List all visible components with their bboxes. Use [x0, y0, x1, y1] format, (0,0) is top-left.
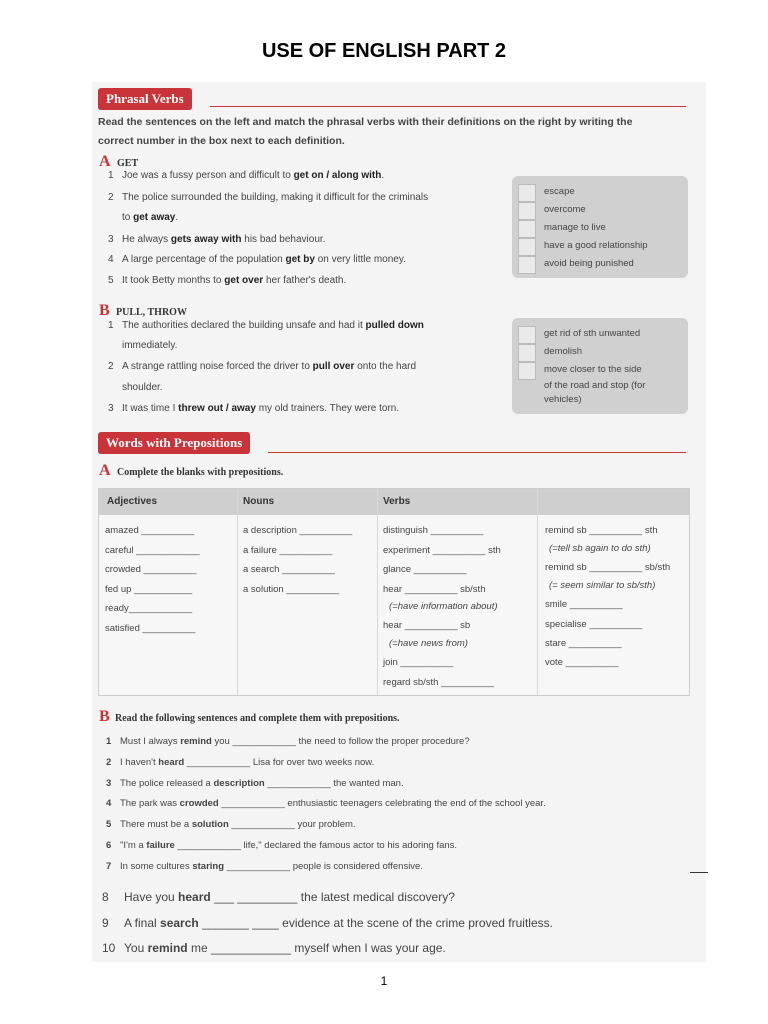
sentence	[108, 275, 346, 286]
sentence-text: The park was	[120, 798, 180, 809]
table-cell: hear __________ sb/sth	[383, 584, 486, 595]
answer-box[interactable]	[518, 220, 536, 238]
table-cell: ready____________	[105, 603, 193, 614]
definition-text: demolish	[544, 346, 583, 357]
answer-box[interactable]	[518, 362, 536, 380]
sentence	[108, 320, 424, 331]
key-word: failure	[146, 840, 175, 851]
phrasal-verbs-banner: Phrasal Verbs	[98, 88, 192, 110]
item-number: 1	[108, 320, 114, 331]
header-nouns: Nouns	[243, 496, 275, 507]
table-cell: regard sb/sth __________	[383, 677, 494, 688]
key-word: pull over	[312, 361, 355, 372]
sentence	[102, 916, 553, 930]
sentence	[106, 798, 546, 809]
table-cell: satisfied __________	[105, 623, 196, 634]
item-number: 10	[102, 941, 116, 955]
answer-box[interactable]	[518, 326, 536, 344]
table-cell: crowded __________	[105, 564, 197, 575]
sentence-text: Must I always	[120, 736, 181, 747]
table-cell: (= seem similar to sb/sth)	[549, 580, 656, 591]
sentence	[108, 361, 416, 372]
sentence-text: ____________ Lisa for over two weeks now.	[184, 757, 375, 768]
pull-throw-definitions-box	[512, 318, 688, 414]
sentence-text: It took Betty months to	[122, 275, 225, 286]
sentence-text: my old trainers. They were torn.	[255, 403, 400, 414]
sentence-text: his bad behaviour.	[241, 234, 326, 245]
subsection-b-letter: B	[99, 302, 110, 319]
key-word: pulled down	[365, 320, 424, 331]
definition-text: overcome	[544, 204, 586, 215]
item-number: 2	[106, 757, 112, 768]
item-number: 3	[108, 234, 114, 245]
sentence	[108, 212, 178, 223]
item-number: 7	[106, 861, 112, 872]
sentence	[108, 192, 428, 203]
definition-text: manage to live	[544, 222, 606, 233]
sentence	[102, 941, 446, 955]
sentence	[108, 170, 384, 181]
sentence	[106, 861, 423, 872]
table-cell: glance __________	[383, 564, 467, 575]
subsection-b-title: PULL, THROW	[116, 307, 187, 318]
sentence-text: A strange rattling noise forced the driver to	[122, 361, 313, 372]
table-cell: remind sb __________ sb/sth	[545, 562, 671, 573]
definition-text: move closer to the side	[544, 364, 642, 375]
margin-mark	[690, 872, 708, 873]
sentence-text: In some cultures	[120, 861, 193, 872]
table-cell: fed up ___________	[105, 584, 193, 595]
key-word: get away	[133, 212, 176, 223]
sentence-text: you ____________ the need to follow the proper procedure?	[211, 736, 470, 747]
prep-a-letter: A	[99, 462, 111, 479]
table-cell: distinguish __________	[383, 525, 484, 536]
key-word: remind	[147, 941, 188, 955]
section-rule	[268, 452, 686, 453]
sentence-text: The police released a	[120, 778, 214, 789]
sentence-text: ____________ life," declared the famous actor to his adoring fans.	[174, 840, 458, 851]
sentence-text: A large percentage of the population	[122, 254, 286, 265]
answer-box[interactable]	[518, 202, 536, 220]
definition-text: of the road and stop (for	[544, 380, 646, 391]
sentence-text: Joe was a fussy person and difficult to	[122, 170, 294, 181]
get-definitions-box	[512, 176, 688, 278]
definition-text: get rid of sth unwanted	[544, 328, 641, 339]
table-cell: (=tell sb again to do sth)	[549, 543, 651, 554]
sentence-text: A final	[124, 916, 161, 930]
table-cell: (=have information about)	[389, 601, 498, 612]
sentence-text: _______ ____ evidence at the scene of the crime proved fruitless.	[198, 916, 553, 930]
answer-box[interactable]	[518, 238, 536, 256]
table-cell: smile __________	[545, 599, 623, 610]
item-number: 4	[108, 254, 114, 265]
answer-box[interactable]	[518, 184, 536, 202]
table-cell: vote __________	[545, 657, 619, 668]
key-word: description	[213, 778, 265, 789]
sentence-text: .	[381, 170, 385, 181]
sentence-text: ____________ the wanted man.	[264, 778, 404, 789]
key-word: heard	[178, 890, 211, 904]
sentence-text: He always	[122, 234, 171, 245]
sentence-text: ____________ your problem.	[228, 819, 356, 830]
sentence	[108, 403, 399, 414]
sentence-text: her father's death.	[263, 275, 347, 286]
answer-box[interactable]	[518, 344, 536, 362]
item-number: 2	[108, 192, 114, 203]
table-cell: amazed __________	[105, 525, 195, 536]
column-divider	[237, 489, 238, 695]
table-header	[99, 489, 689, 515]
sentence-text: I haven't	[120, 757, 159, 768]
sentence	[106, 778, 404, 789]
prepositions-banner: Words with Prepositions	[98, 432, 250, 454]
sentence-text: to	[122, 212, 134, 223]
table-cell: a solution __________	[243, 584, 340, 595]
item-number: 5	[106, 819, 112, 830]
sentence-text: ____________ enthusiastic teenagers celebrating the end of the school year.	[218, 798, 546, 809]
item-number: 1	[106, 736, 112, 747]
sentence-text: There must be a	[120, 819, 192, 830]
sentence-text: .	[175, 212, 179, 223]
key-word: get on / along with	[293, 170, 382, 181]
definition-text: have a good relationship	[544, 240, 648, 251]
sentence-text: It was time I	[122, 403, 179, 414]
item-number: 4	[106, 798, 112, 809]
sentence-text: immediately.	[122, 340, 178, 351]
key-word: threw out / away	[178, 403, 256, 414]
item-number: 3	[108, 403, 114, 414]
table-cell: hear __________ sb	[383, 620, 471, 631]
item-number: 9	[102, 916, 109, 930]
sentence	[106, 736, 470, 747]
item-number: 1	[108, 170, 114, 181]
item-number: 5	[108, 275, 114, 286]
key-word: get over	[224, 275, 264, 286]
answer-box[interactable]	[518, 256, 536, 274]
table-cell: (=have news from)	[389, 638, 468, 649]
prep-b-title: Read the following sentences and complete them with prepositions.	[115, 713, 400, 724]
sentence	[108, 340, 177, 351]
phrasal-instruction-1: Read the sentences on the left and match the phrasal verbs with their definitions on the right by writing the	[98, 116, 633, 128]
key-word: search	[160, 916, 199, 930]
key-word: gets away with	[170, 234, 242, 245]
table-cell: remind sb __________ sth	[545, 525, 658, 536]
key-word: crowded	[179, 798, 219, 809]
sentence	[106, 757, 374, 768]
table-cell: stare __________	[545, 638, 622, 649]
definition-text: vehicles)	[544, 394, 582, 405]
table-cell: a description __________	[243, 525, 353, 536]
key-word: staring	[192, 861, 225, 872]
header-verbs: Verbs	[383, 496, 411, 507]
definition-text: avoid being punished	[544, 258, 634, 269]
key-word: solution	[191, 819, 229, 830]
item-number: 8	[102, 890, 109, 904]
key-word: remind	[180, 736, 212, 747]
sentence-text: me ____________ myself when I was your age.	[187, 941, 446, 955]
definition-text: escape	[544, 186, 575, 197]
sentence	[108, 234, 325, 245]
table-cell: a search __________	[243, 564, 335, 575]
table-cell: careful ____________	[105, 545, 200, 556]
key-word: get by	[285, 254, 315, 265]
table-cell: a failure __________	[243, 545, 333, 556]
sentence	[108, 382, 163, 393]
sentence-text: ____________ people is considered offensive.	[224, 861, 423, 872]
sentence-text: The authorities declared the building unsafe and had it	[122, 320, 366, 331]
page-title: USE OF ENGLISH PART 2	[261, 40, 507, 62]
prepositions-table	[98, 488, 690, 696]
prep-b-letter: B	[99, 708, 110, 725]
table-cell: specialise __________	[545, 619, 643, 630]
item-number: 6	[106, 840, 112, 851]
sentence-text: Have you	[124, 890, 179, 904]
sentence-text: onto the hard	[354, 361, 417, 372]
sentence-text: You	[124, 941, 148, 955]
sentence-text: "I'm a	[120, 840, 147, 851]
column-divider	[537, 489, 538, 695]
item-number: 2	[108, 361, 114, 372]
sentence-text: shoulder.	[122, 382, 163, 393]
sentence	[102, 890, 455, 904]
page-number: 1	[380, 974, 388, 988]
section-rule	[210, 106, 686, 107]
key-word: heard	[158, 757, 185, 768]
sentence-text: ___ _________ the latest medical discovery?	[210, 890, 455, 904]
column-divider	[377, 489, 378, 695]
subsection-a-title: GET	[117, 158, 139, 169]
sentence	[106, 819, 356, 830]
table-cell: join __________	[383, 657, 454, 668]
phrasal-instruction-2: correct number in the box next to each definition.	[98, 135, 345, 147]
item-number: 3	[106, 778, 112, 789]
header-adjectives: Adjectives	[107, 496, 158, 507]
prep-a-title: Complete the blanks with prepositions.	[117, 467, 284, 478]
table-cell: experiment __________ sth	[383, 545, 501, 556]
sentence-text: The police surrounded the building, making it difficult for the criminals	[122, 192, 429, 203]
sentence	[108, 254, 406, 265]
subsection-a-letter: A	[99, 153, 111, 170]
sentence	[106, 840, 457, 851]
sentence-text: on very little money.	[314, 254, 406, 265]
